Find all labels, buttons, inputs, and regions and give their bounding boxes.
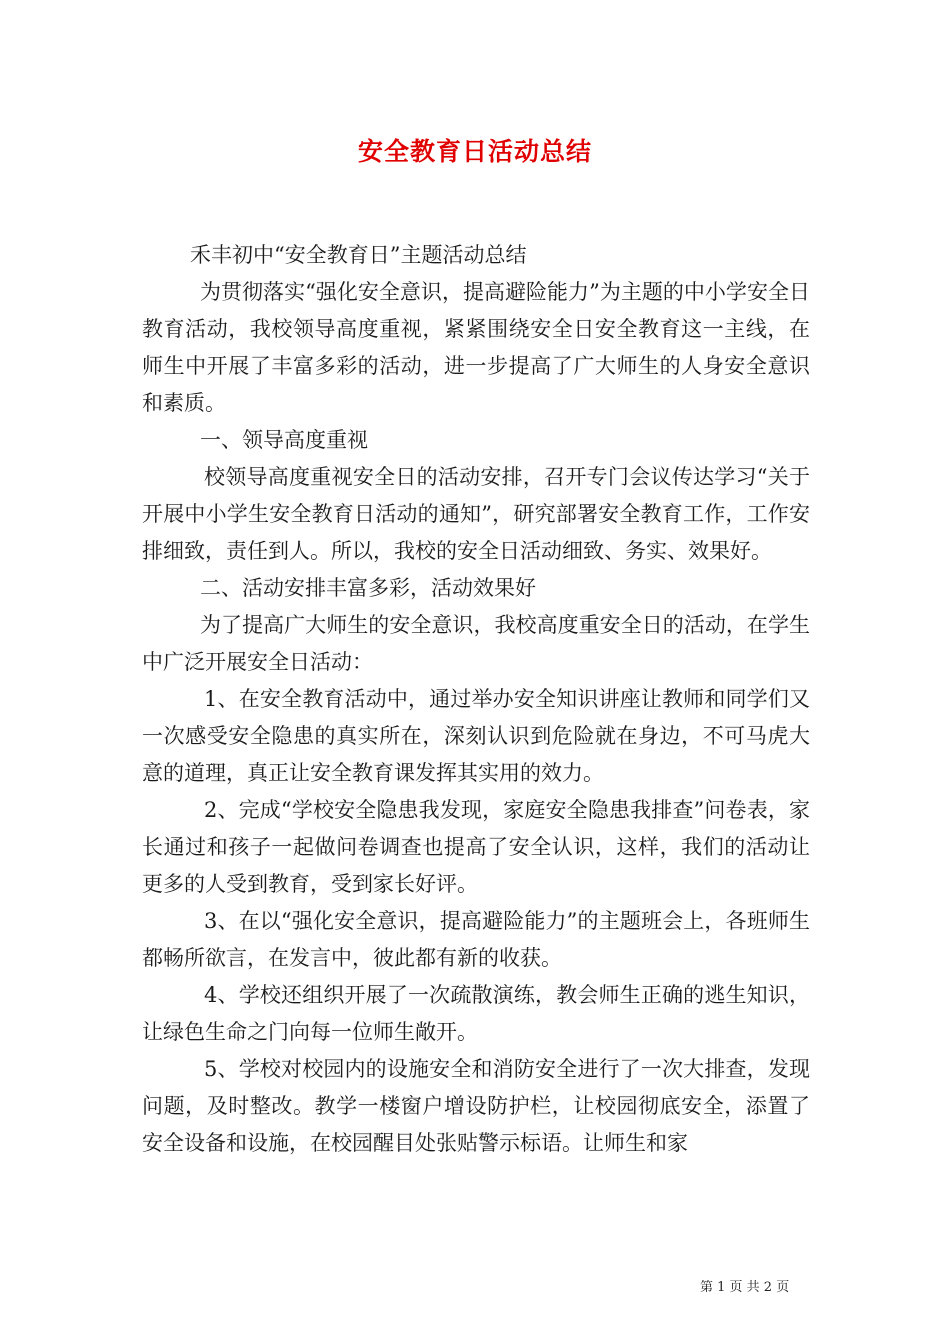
list-item-5: 5、学校对校园内的设施安全和消防安全进行了一次大排查，发现问题，及时整改。教学一楼窗户增设防护栏，让校园彻底安全，添置了安全设备和设施，在校园醒目处张贴警示标语。让师生和家 [142,1057,810,1155]
list-item-2: 2、完成“学校安全隐患我发现，家庭安全隐患我排查”问卷表，家长通过和孩子一起做问卷调查也提高了安全认识，这样，我们的活动让更多的人受到教育，受到家长好评。 [142,798,810,896]
intro-paragraph: 为贯彻落实“强化安全意识，提高避险能力”为主题的中小学安全日教育活动，我校领导高度重视，紧紧围绕安全日安全教育这一主线，在师生中开展了丰富多彩的活动，进一步提高了广大师生的人身安全意识和素质。 [142,280,810,415]
document-body [142,237,810,1162]
page-number-indicator: 第 1 页 共 2 页 [700,1280,790,1295]
list-item-4: 4、学校还组织开展了一次疏散演练，教会师生正确的逃生知识，让绿色生命之门向每一位师生敞开。 [142,983,810,1044]
list-item-1: 1、在安全教育活动中，通过举办安全知识讲座让教师和同学们又一次感受安全隐患的真实所在，深刻认识到危险就在身边，不可马虎大意的道理，真正让安全教育课发挥其实用的效力。 [142,687,810,785]
subtitle-paragraph: 禾丰初中“安全教育日”主题活动总结 [190,243,527,267]
list-item-3: 3、在以“强化安全意识，提高避险能力”的主题班会上，各班师生都畅所欲言，在发言中，彼此都有新的收获。 [142,909,810,970]
section-heading-1: 一、领导高度重视 [200,428,368,452]
section-2-intro-paragraph: 为了提高广大师生的安全意识，我校高度重安全日的活动，在学生中广泛开展安全日活动： [142,613,810,674]
page-title: 安全教育日活动总结 [357,137,592,166]
section-heading-2: 二、活动安排丰富多彩，活动效果好 [200,576,536,600]
section-1-paragraph: 校领导高度重视安全日的活动安排，召开专门会议传达学习“关于开展中小学生安全教育日活动的通知”，研究部署安全教育工作，工作安排细致，责任到人。所以，我校的安全日活动细致、务实、效果好。 [142,465,810,563]
